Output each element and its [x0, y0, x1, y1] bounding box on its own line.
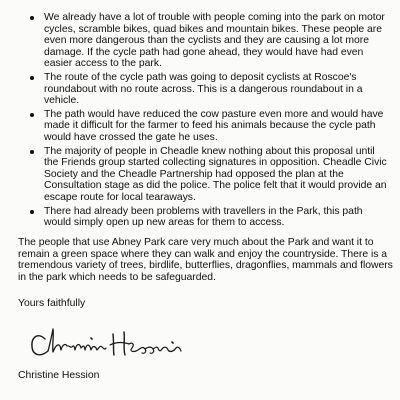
concern-text-3: The path would have reduced the cow pasture even more and would have made it difficult for the farmer to feed his animals because the cycle path would have crossed the gate he uses. [44, 108, 384, 143]
bullet-dot-icon [30, 76, 34, 80]
concern-text-4: The majority of people in Cheadle knew nothing about this proposal until the Friends group started collecting signatures in opposition. Cheadle Civic Society and the Cheadle Partnership had opposed the plan at the Consultation stage as did the police. The police felt that it would provide an escape route for local tearaways. [44, 145, 387, 203]
concern-text-2: The route of the cycle path was going to deposit cyclists at Roscoe's roundabout with no route across. This is a dangerous roundabout in a vehicle. [44, 71, 363, 107]
concerns-list [0, 12, 400, 231]
bullet-dot-icon [30, 210, 34, 214]
signer-name: Christine Hession [18, 370, 100, 381]
concern-text-5: There had already been problems with travellers in the Park, this path would simply open up new areas for them to access. [44, 205, 363, 229]
concern-item-3 [0, 109, 400, 144]
sign-off: Yours faithfully [18, 298, 86, 309]
closing-paragraph: The people that use Abney Park care very much about the Park and want it to remain a green space where they can walk and enjoy the countryside. There is a tremendous variety of trees, birdlife, butterflies, dragonflies, mammals and flowers in the park which needs to be safeguarded. [18, 237, 393, 283]
concern-item-4 [0, 146, 400, 204]
signature-svg [28, 324, 188, 368]
bullet-dot-icon [30, 113, 34, 117]
handwritten-signature [28, 324, 188, 368]
concern-item-5 [0, 206, 400, 229]
concern-item-2 [0, 72, 400, 107]
bullet-dot-icon [30, 150, 34, 154]
concern-item-1 [0, 12, 400, 70]
concern-text-1: We already have a lot of trouble with people coming into the park on motor cycles, scramble bikes, quad bikes and mountain bikes. These people are even more dangerous than the cyclists and they are causing a lot more damage. If the cycle path had gone ahead, they would have had even easier access to the park. [44, 12, 385, 70]
bullet-dot-icon [30, 16, 34, 20]
